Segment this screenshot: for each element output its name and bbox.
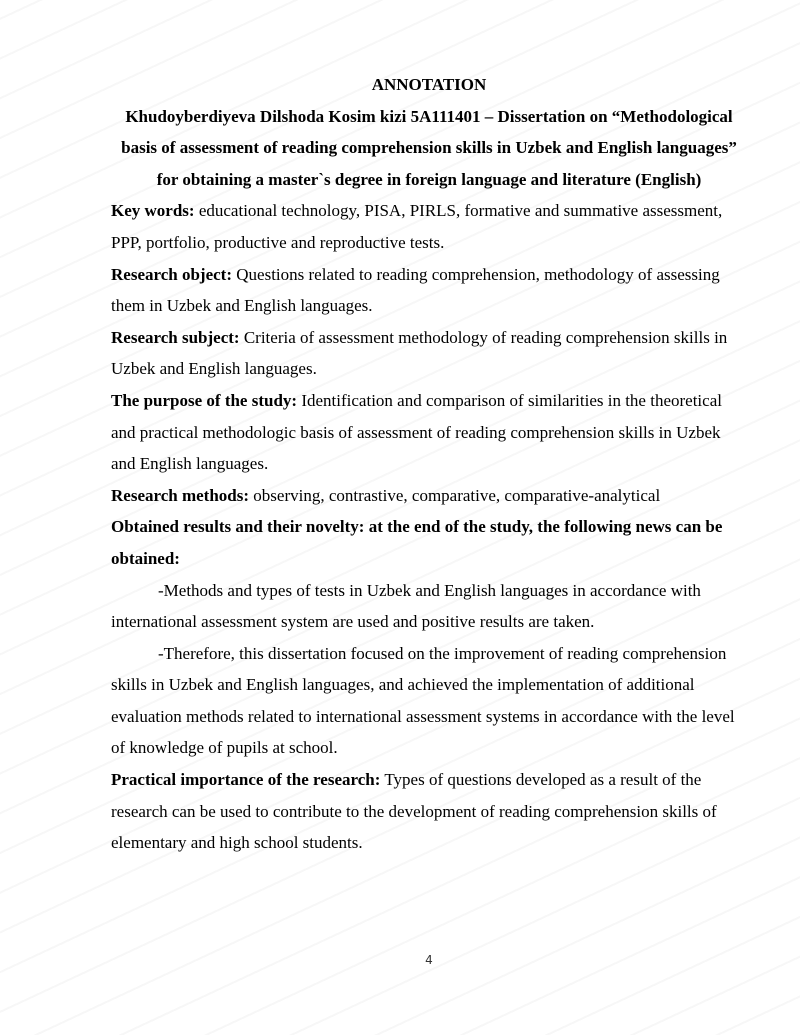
key-words-text: educational technology, PISA, PIRLS, formative and summative assessment, PPP, portfolio, productive and reproductive tests.	[111, 201, 723, 252]
research-object-label: Research object:	[111, 264, 233, 284]
practical-importance-paragraph	[111, 764, 747, 859]
annotation-body	[111, 69, 747, 859]
result-item-2: -Therefore, this dissertation focused on the improvement of reading comprehension skills in Uzbek and English languages, and achieved the implementation of additional evaluation methods related to international assessment systems in accordance with the level of knowledge of pupils at school.	[111, 643, 735, 758]
research-subject-text: Criteria of assessment methodology of reading comprehension skills in Uzbek and English languages.	[111, 327, 728, 379]
page-title: ANNOTATION	[371, 75, 487, 94]
dissertation-heading: Khudoyberdiyeva Dilshoda Kosim kizi 5A111401 – Dissertation on “Methodological basis of assessment of reading comprehension skills in Uzbek and English languages” for obtaining a master`s degree in foreign language and literature (English)	[121, 106, 737, 189]
purpose-text: Identification and comparison of similarities in the theoretical and practical methodologic basis of assessment of reading comprehension skills in Uzbek and English languages.	[111, 390, 722, 474]
practical-importance-label: Practical importance of the research:	[111, 770, 381, 790]
research-object-text: Questions related to reading comprehension, methodology of assessing them in Uzbek and English languages.	[111, 264, 720, 316]
purpose-label: The purpose of the study:	[111, 390, 298, 410]
research-object-paragraph	[111, 259, 747, 322]
results-heading: Obtained results and their novelty: at the end of the study, the following news can be obtained:	[111, 517, 723, 568]
research-methods-label: Research methods:	[111, 485, 250, 505]
key-words-label: Key words:	[111, 201, 195, 221]
key-words-paragraph	[111, 195, 747, 258]
research-subject-paragraph	[111, 322, 747, 385]
result-item-1: -Methods and types of tests in Uzbek and English languages in accordance with international assessment system are used and positive results are taken.	[111, 580, 701, 632]
research-methods-paragraph	[111, 480, 747, 512]
research-methods-text: observing, contrastive, comparative, comparative-analytical	[249, 485, 661, 505]
research-subject-label: Research subject:	[111, 327, 240, 347]
practical-importance-text: Types of questions developed as a result of the research can be used to contribute to the development of reading comprehension skills of elementary and high school students.	[111, 770, 717, 853]
page-number: 4	[425, 953, 433, 967]
purpose-paragraph	[111, 385, 747, 480]
